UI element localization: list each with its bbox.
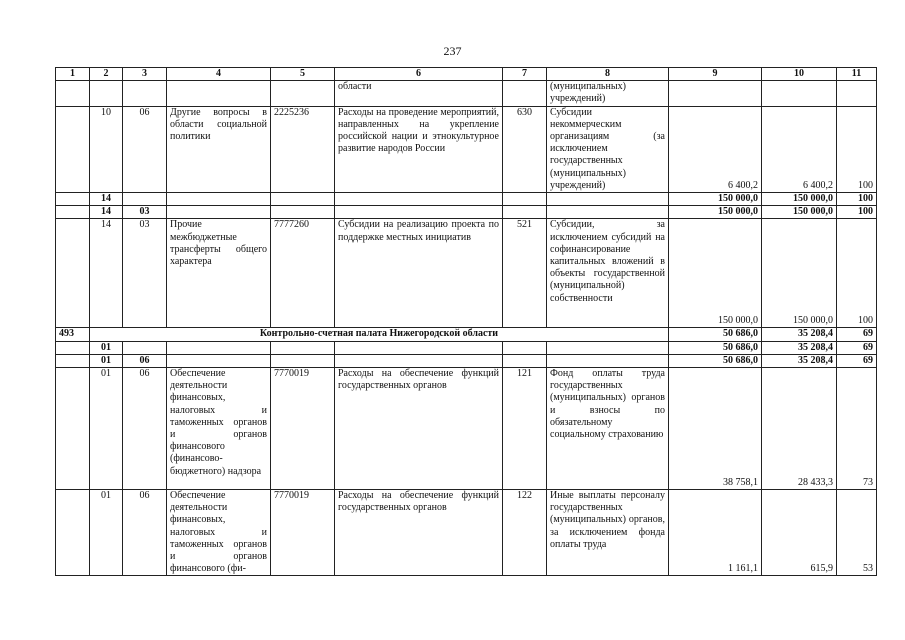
cell-expense-type xyxy=(503,341,547,354)
cell-expense-type: 121 xyxy=(503,368,547,490)
table-row xyxy=(56,219,877,328)
cell-expense-type-name xyxy=(547,354,669,367)
cell-percent: 69 xyxy=(837,328,877,341)
table-row xyxy=(56,368,877,490)
cell-section: 10 xyxy=(90,106,123,192)
cell-expense-type-name: (муниципальных) учреждений) xyxy=(547,81,669,106)
cell-percent: 53 xyxy=(837,490,877,576)
column-header: 8 xyxy=(547,68,669,81)
budget-table xyxy=(55,67,877,576)
cell-section: 14 xyxy=(90,219,123,328)
page-number: 237 xyxy=(443,44,462,58)
cell-subsection xyxy=(123,193,167,206)
cell-section: 01 xyxy=(90,341,123,354)
cell-percent: 69 xyxy=(837,341,877,354)
column-header: 9 xyxy=(669,68,762,81)
cell-target-name: Расходы на обеспечение функций государственных органов xyxy=(335,490,503,576)
cell-subsection: 06 xyxy=(123,354,167,367)
cell-expense-type xyxy=(503,354,547,367)
cell-subsection: 06 xyxy=(123,490,167,576)
cell-planned: 150 000,0 xyxy=(669,193,762,206)
cell-section-name: Прочие межбюджетные трансферты общего характера xyxy=(167,219,271,328)
table-row xyxy=(56,341,877,354)
cell-actual: 6 400,2 xyxy=(762,106,837,192)
cell-planned: 50 686,0 xyxy=(669,354,762,367)
cell-target-code xyxy=(271,206,335,219)
cell-admin xyxy=(56,219,90,328)
cell-percent: 100 xyxy=(837,193,877,206)
cell-planned xyxy=(669,81,762,106)
cell-target-code xyxy=(271,354,335,367)
cell-planned: 50 686,0 xyxy=(669,328,762,341)
cell-section-name: Обеспечение деятельности финансовых, налоговых и таможенных органов и органов финансового (фи- xyxy=(167,490,271,576)
cell-target-code xyxy=(271,81,335,106)
cell-planned: 6 400,2 xyxy=(669,106,762,192)
column-header: 3 xyxy=(123,68,167,81)
cell-target-name xyxy=(335,193,503,206)
cell-percent: 100 xyxy=(837,106,877,192)
table-row xyxy=(56,193,877,206)
cell-expense-type: 630 xyxy=(503,106,547,192)
cell-actual: 28 433,3 xyxy=(762,368,837,490)
cell-subsection: 03 xyxy=(123,206,167,219)
cell-actual: 150 000,0 xyxy=(762,193,837,206)
cell-section-name: Другие вопросы в области социальной политики xyxy=(167,106,271,192)
organization-title: Контрольно-счетная палата Нижегородской области xyxy=(90,328,669,341)
cell-section-name: Обеспечение деятельности финансовых, налоговых и таможенных органов и органов финансового (финансово-бюджетного) надзора xyxy=(167,368,271,490)
column-header: 2 xyxy=(90,68,123,81)
column-header: 6 xyxy=(335,68,503,81)
column-header: 11 xyxy=(837,68,877,81)
cell-admin xyxy=(56,106,90,192)
cell-admin xyxy=(56,206,90,219)
cell-target-name: области xyxy=(335,81,503,106)
cell-admin xyxy=(56,193,90,206)
cell-admin xyxy=(56,341,90,354)
table-row xyxy=(56,106,877,192)
cell-expense-type: 122 xyxy=(503,490,547,576)
cell-planned: 150 000,0 xyxy=(669,206,762,219)
cell-section: 14 xyxy=(90,206,123,219)
cell-target-code: 7770019 xyxy=(271,368,335,490)
cell-expense-type: 521 xyxy=(503,219,547,328)
cell-actual: 150 000,0 xyxy=(762,206,837,219)
cell-target-code: 7777260 xyxy=(271,219,335,328)
cell-target-code xyxy=(271,193,335,206)
cell-admin xyxy=(56,354,90,367)
cell-admin xyxy=(56,368,90,490)
cell-expense-type-name xyxy=(547,206,669,219)
cell-actual: 615,9 xyxy=(762,490,837,576)
cell-planned: 50 686,0 xyxy=(669,341,762,354)
cell-subsection: 06 xyxy=(123,368,167,490)
cell-target-name: Субсидии на реализацию проекта по поддержке местных инициатив xyxy=(335,219,503,328)
cell-admin: 493 xyxy=(56,328,90,341)
column-header-row xyxy=(56,68,877,81)
cell-section-name xyxy=(167,206,271,219)
cell-section-name xyxy=(167,193,271,206)
cell-subsection xyxy=(123,341,167,354)
cell-section: 01 xyxy=(90,354,123,367)
cell-planned: 38 758,1 xyxy=(669,368,762,490)
table-row xyxy=(56,490,877,576)
cell-percent xyxy=(837,81,877,106)
cell-expense-type xyxy=(503,193,547,206)
cell-target-code: 2225236 xyxy=(271,106,335,192)
cell-target-code: 7770019 xyxy=(271,490,335,576)
cell-expense-type-name xyxy=(547,341,669,354)
cell-section: 01 xyxy=(90,368,123,490)
column-header: 7 xyxy=(503,68,547,81)
column-header: 10 xyxy=(762,68,837,81)
cell-target-name xyxy=(335,341,503,354)
cell-percent: 100 xyxy=(837,206,877,219)
table-row xyxy=(56,81,877,106)
cell-target-name xyxy=(335,206,503,219)
table-row xyxy=(56,206,877,219)
cell-subsection: 06 xyxy=(123,106,167,192)
cell-subsection xyxy=(123,81,167,106)
cell-section: 14 xyxy=(90,193,123,206)
cell-section xyxy=(90,81,123,106)
cell-admin xyxy=(56,81,90,106)
cell-target-name: Расходы на проведение мероприятий, направленных на укрепление российской нации и этнокультурное развитие народов России xyxy=(335,106,503,192)
cell-target-name xyxy=(335,354,503,367)
cell-actual: 150 000,0 xyxy=(762,219,837,328)
cell-section-name xyxy=(167,354,271,367)
cell-target-code xyxy=(271,341,335,354)
table-row xyxy=(56,354,877,367)
cell-expense-type-name: Иные выплаты персоналу государственных (муниципальных) органов, за исключением фонда оплаты труда xyxy=(547,490,669,576)
cell-subsection: 03 xyxy=(123,219,167,328)
cell-expense-type xyxy=(503,206,547,219)
cell-target-name: Расходы на обеспечение функций государственных органов xyxy=(335,368,503,490)
cell-actual: 35 208,4 xyxy=(762,328,837,341)
cell-actual xyxy=(762,81,837,106)
cell-expense-type-name xyxy=(547,193,669,206)
cell-expense-type-name: Субсидии некоммерческим организациям (за исключением государственных (муниципальных) учреждений) xyxy=(547,106,669,192)
cell-planned: 150 000,0 xyxy=(669,219,762,328)
cell-section-name xyxy=(167,341,271,354)
column-header: 5 xyxy=(271,68,335,81)
cell-actual: 35 208,4 xyxy=(762,354,837,367)
cell-percent: 69 xyxy=(837,354,877,367)
cell-admin xyxy=(56,490,90,576)
cell-section-name xyxy=(167,81,271,106)
cell-section: 01 xyxy=(90,490,123,576)
cell-expense-type-name: Субсидии, за исключением субсидий на софинансирование капитальных вложений в объекты государственной (муниципальной) собственности xyxy=(547,219,669,328)
cell-actual: 35 208,4 xyxy=(762,341,837,354)
cell-percent: 73 xyxy=(837,368,877,490)
cell-percent: 100 xyxy=(837,219,877,328)
table-row xyxy=(56,328,877,341)
cell-planned: 1 161,1 xyxy=(669,490,762,576)
column-header: 1 xyxy=(56,68,90,81)
column-header: 4 xyxy=(167,68,271,81)
cell-expense-type-name: Фонд оплаты труда государственных (муниципальных) органов и взносы по обязательному социальному страхованию xyxy=(547,368,669,490)
cell-expense-type xyxy=(503,81,547,106)
